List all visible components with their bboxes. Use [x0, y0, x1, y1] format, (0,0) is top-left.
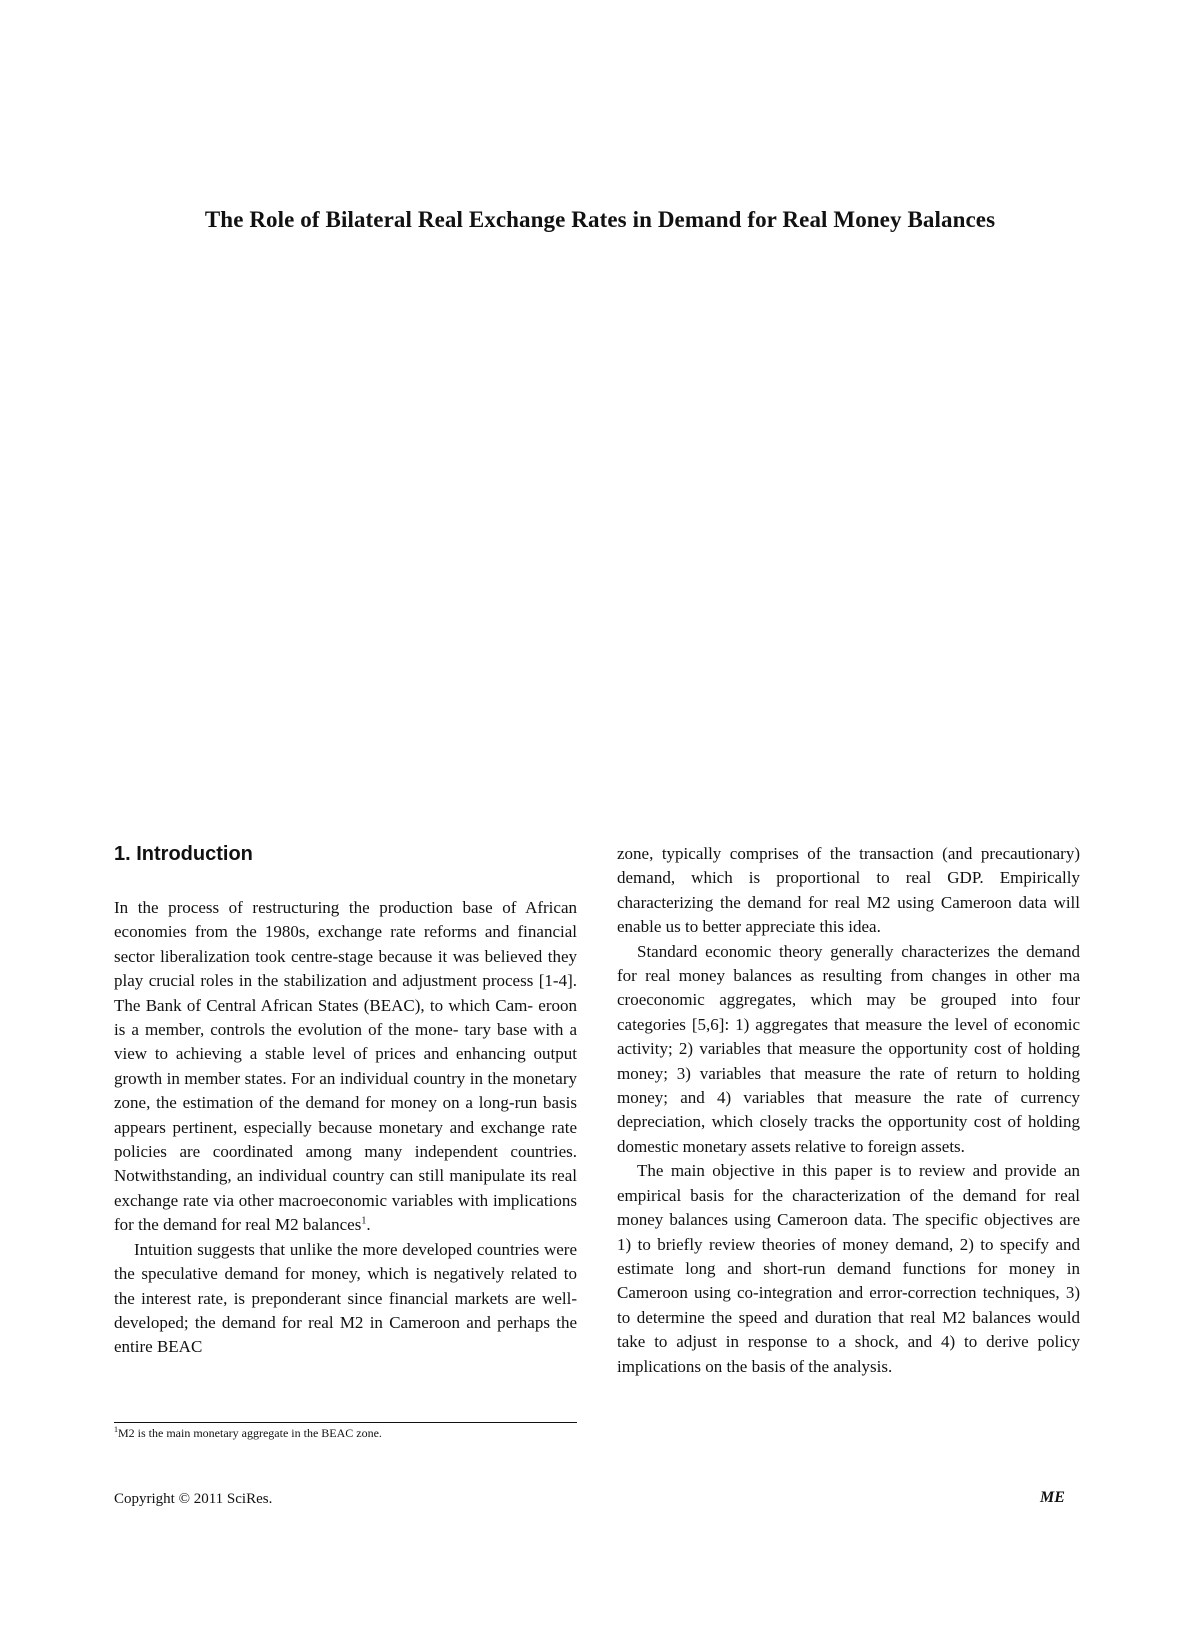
- paragraph-text: In the process of restructuring the production base of African economies from the 1980s, exchange rate reforms and financial sector liberalization took centre-stage because it was believed they play crucial roles in the stabilization and adjustment process [1-4]. The Bank of Central African States (BEAC), to which Cam- eroon is a member, controls the evolution of the mone- tary base with a view to achieving a stable level of prices and enhancing output growth in member states. For an individual country in the monetary zone, the estimation of the demand for money on a long-run basis appears pertinent, especially because monetary and exchange rate policies are coordinated among many independent countries. Notwithstanding, an individual country can still manipulate its real exchange rate via other macroeconomic variables with implications for the demand for real M2 balances: [114, 898, 577, 1235]
- paper-title: The Role of Bilateral Real Exchange Rates in Demand for Real Money Balances: [204, 207, 996, 232]
- copyright: Copyright © 2011 SciRes.: [114, 1491, 273, 1507]
- footnote-ref: 1: [361, 1215, 367, 1227]
- paragraph: Intuition suggests that unlike the more developed countries were the speculative demand for money, which is negatively related to the interest rate, is preponderant since financial markets are well-developed; the demand for real M2 in Cameroon and perhaps the entire BEAC: [114, 1239, 577, 1357]
- right-column: [617, 842, 1080, 1379]
- paragraph: zone, typically comprises of the transaction (and precautionary) demand, which is proportional to real GDP. Empirically characterizing the demand for real M2 using Cameroon data will enable us to better appreciate this idea.: [617, 844, 1080, 937]
- journal-abbrev: ME: [1040, 1489, 1065, 1506]
- paragraph: [114, 896, 577, 1238]
- section-heading: 1. Introduction: [114, 843, 253, 865]
- paragraph-end: .: [366, 1215, 371, 1235]
- footnote-number: 1: [114, 1425, 118, 1434]
- footnote-divider: [114, 1422, 577, 1423]
- left-column: [114, 842, 577, 1360]
- paragraph: Standard economic theory generally characterizes the demand for real money balances as resulting from changes in other ma croeconomic aggregates, which may be grouped into four categories [5,6]: 1) aggregates that measure the level of economic activity; 2) variables that measure the opportunity cost of holding money; 3) variables that measure the rate of return to holding money; and 4) variables that measure the rate of currency depreciation, which closely tracks the opportunity cost of holding domestic monetary assets relative to foreign assets.: [617, 941, 1080, 1156]
- footnote: [114, 1425, 584, 1441]
- footnote-text: M2 is the main monetary aggregate in the BEAC zone.: [118, 1426, 382, 1440]
- paragraph: The main objective in this paper is to review and provide an empirical basis for the characterization of the demand for real money balances using Cameroon data. The specific objectives are 1) to briefly review theories of money demand, 2) to specify and estimate long and short-run demand functions for money in Cameroon using co-integration and error-correction techniques, 3) to determine the speed and duration that real M2 balances would take to adjust in response to a shock, and 4) to derive policy implications on the basis of the analysis.: [617, 1161, 1080, 1376]
